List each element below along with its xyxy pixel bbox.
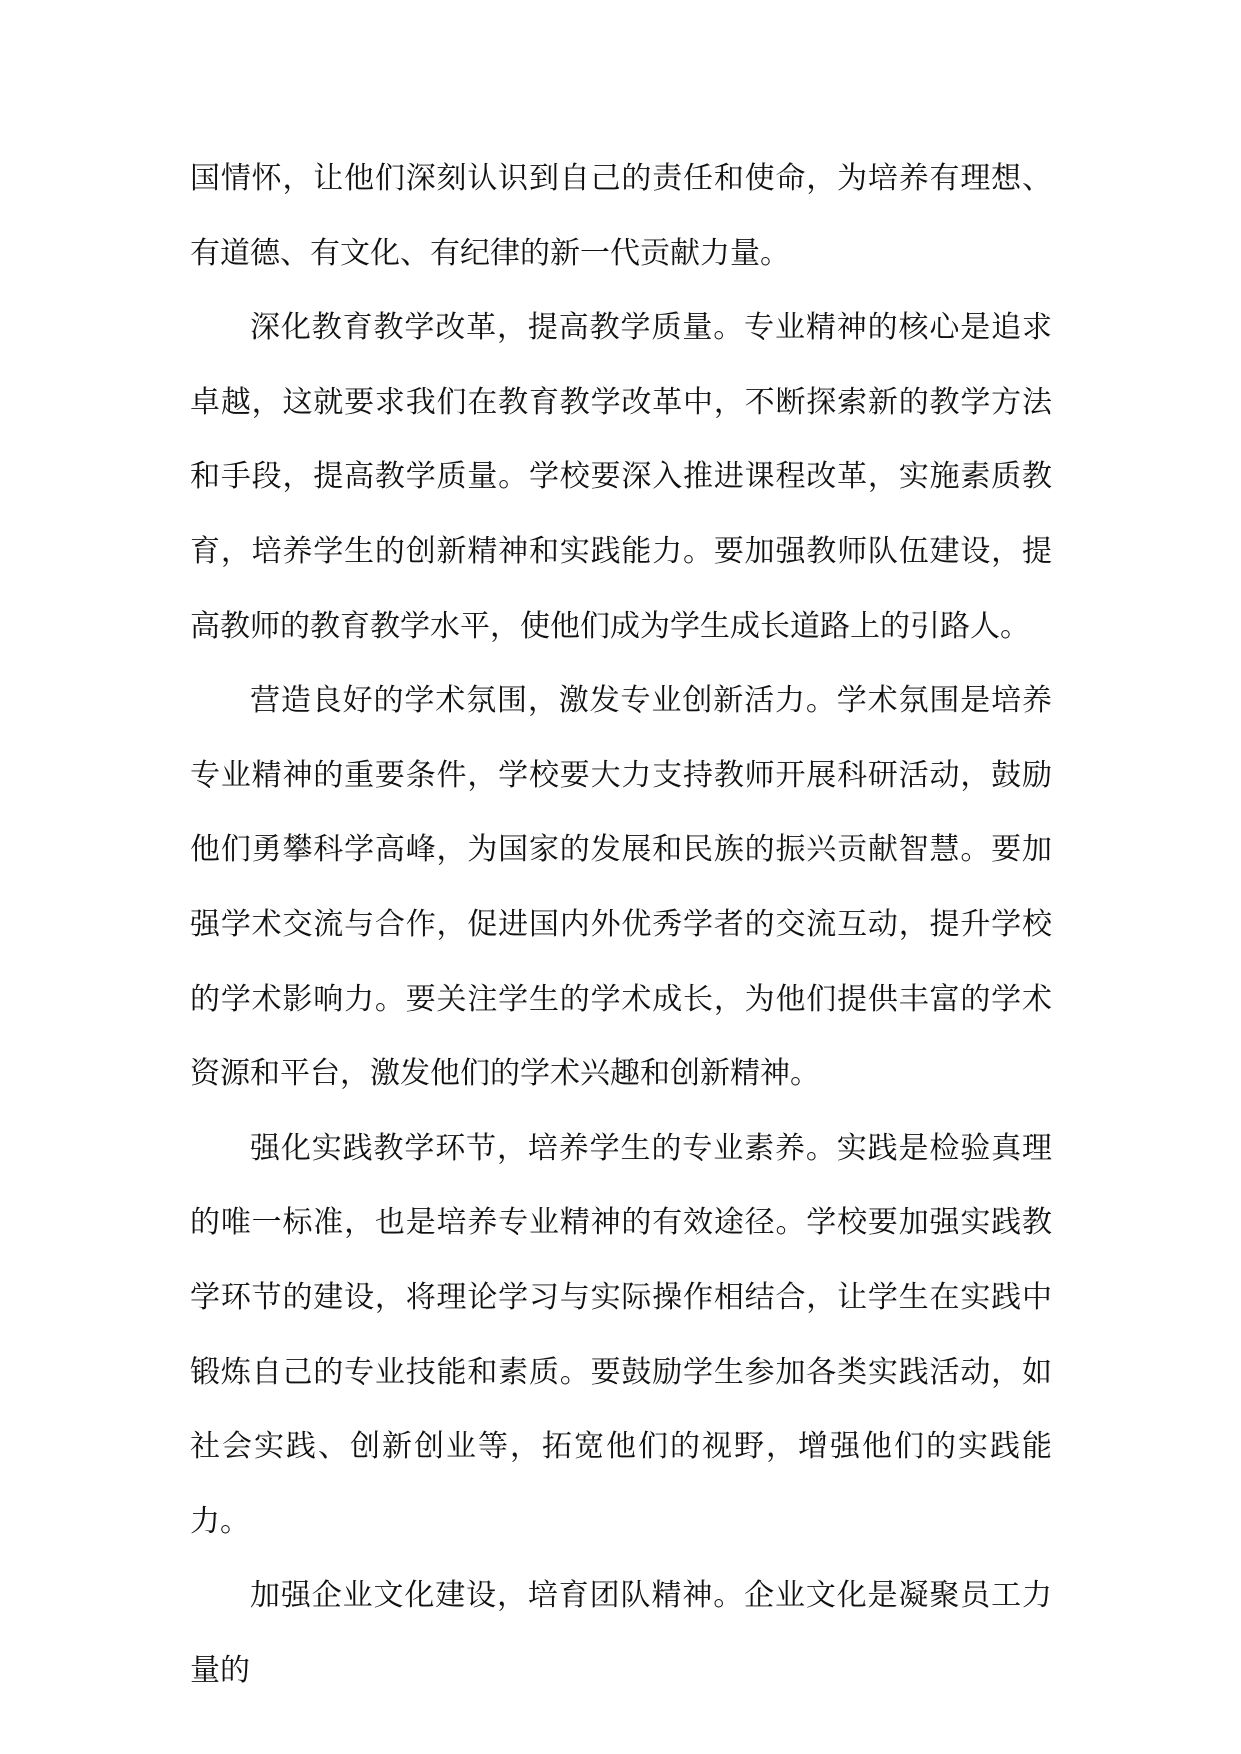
paragraph-practice-teaching: 强化实践教学环节，培养学生的专业素养。实践是检验真理的唯一标准，也是培养专业精神的有效途径。学校要加强实践教学环节的建设，将理论学习与实际操作相结合，让学生在实践中锻炼自己的专业技能和素质。要鼓励学生参加各类实践活动，如社会实践、创新创业等，拓宽他们的视野，增强他们的实践能力。 — [190, 1130, 1052, 1539]
paragraph-continuation: 国情怀，让他们深刻认识到自己的责任和使命，为培养有理想、有道德、有文化、有纪律的新一代贡献力量。 — [190, 161, 1052, 271]
paragraph-corporate-culture: 加强企业文化建设，培育团队精神。企业文化是凝聚员工力量的 — [190, 1578, 1052, 1688]
paragraph-academic-atmosphere: 营造良好的学术氛围，激发专业创新活力。学术氛围是培养专业精神的重要条件，学校要大力支持教师开展科研活动，鼓励他们勇攀科学高峰，为国家的发展和民族的振兴贡献智慧。要加强学术交流与合作，促进国内外优秀学者的交流互动，提升学校的学术影响力。要关注学生的学术成长，为他们提供丰富的学术资源和平台，激发他们的学术兴趣和创新精神。 — [190, 683, 1052, 1092]
body-text — [190, 142, 1052, 1708]
paragraph-teaching-reform: 深化教育教学改革，提高教学质量。专业精神的核心是追求卓越，这就要求我们在教育教学改革中，不断探索新的教学方法和手段，提高教学质量。学校要深入推进课程改革，实施素质教育，培养学生的创新精神和实践能力。要加强教师队伍建设，提高教师的教育教学水平，使他们成为学生成长道路上的引路人。 — [190, 310, 1052, 644]
